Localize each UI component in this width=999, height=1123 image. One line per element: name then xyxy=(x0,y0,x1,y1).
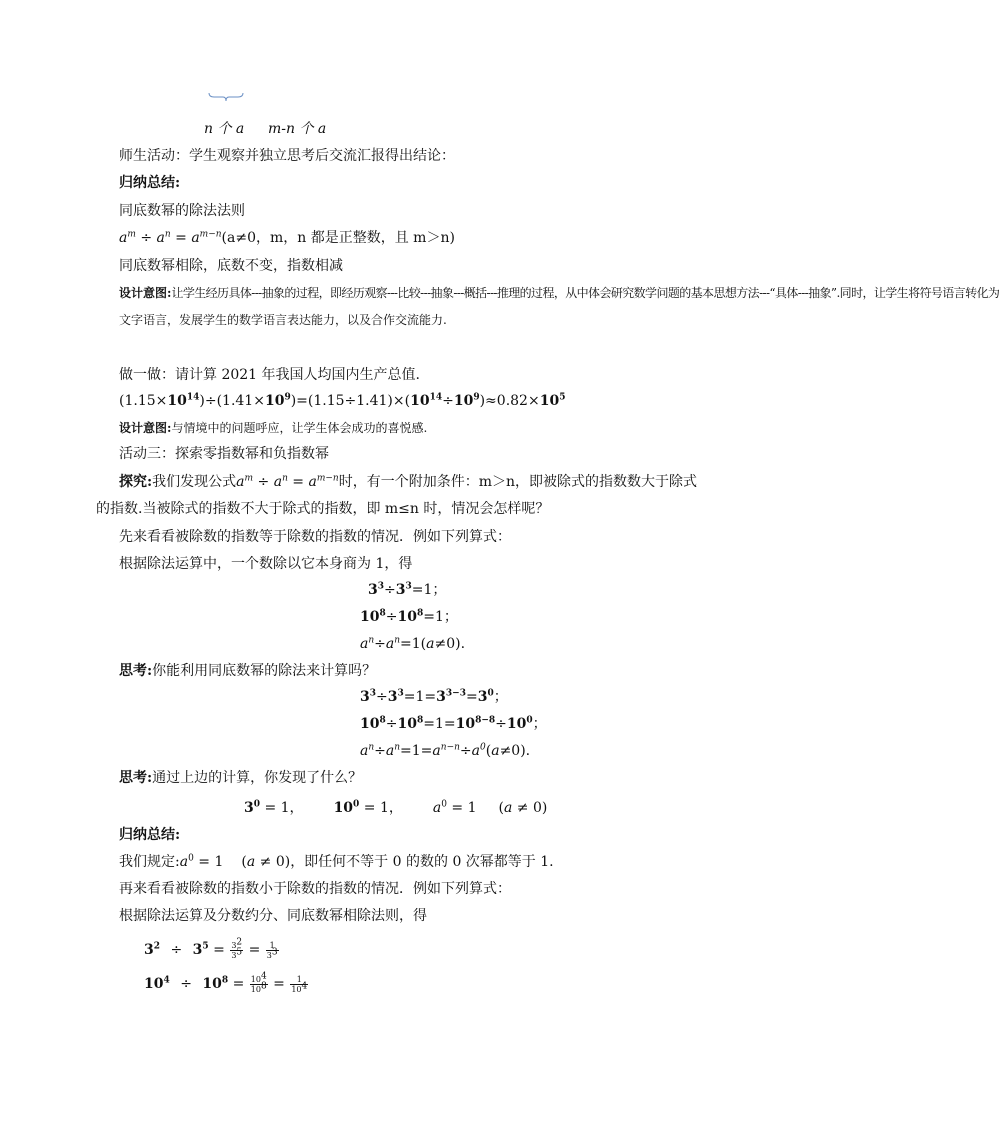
design-intent-2 xyxy=(119,418,427,438)
eq-10-exp: $10^8\div 10^8=1=10^{8-8}\div 10^0$； xyxy=(360,715,547,732)
zero-exp-results: $3^0 = 1$， $10^0 = 1$， $a^0 = 1$ (a ≠ 0) xyxy=(244,799,548,816)
think-label-1: 思考: xyxy=(119,663,153,679)
design-intent-line-1: 让学生经历具体---抽象的过程，即经历观察---比较---抽象---概括---推理的过程，从中体会研究数学问题的基本思想方法---“具体---抽象”.同时，让学生将符号语言转化为 xyxy=(171,286,999,300)
think-1-text: 你能利用同底数幂的除法来计算吗？ xyxy=(152,663,377,679)
rule-formula: $a^m \div a^n = a^{m-n}(a\ne 0$，m，n 都是正整数，且 m＞n) xyxy=(119,229,455,246)
eq-neg-10: $10^4 \div 10^8$ = $\frac{10^4}{10^8}$ = $\frac{1}{10^4}$ xyxy=(144,970,308,994)
rule-title: 同底数幂的除法法则 xyxy=(119,203,245,219)
explore-label: 探究: xyxy=(119,474,153,490)
underbrace-icon xyxy=(208,92,244,102)
by-division-text: 根据除法运算中，一个数除以它本身商为 1，得 xyxy=(119,556,413,572)
try-calculation: $(1.15\times 10^{14})\div(1.41\times 10^9)=(1.15\div 1.41)\times(10^{14}\div 10^9)\approx 0.82\times 10^5$ xyxy=(119,392,566,409)
explore-line-1: 探究:我们发现公式$a^m \div a^n = a^{m-n}$时，有一个附加条件：m＞n，即被除式的指数数大于除式 xyxy=(119,473,698,490)
rule-text: 同底数幂相除，底数不变，指数相减 xyxy=(119,258,343,274)
eq-3-exp: $3^3\div 3^3=1=3^{3-3}=3^0$； xyxy=(360,688,508,705)
explore-line-2: 的指数.当被除式的指数不大于除式的指数，即 m≤n 时，情况会怎样呢？ xyxy=(96,501,550,517)
brace-label-right: m-n 个 a xyxy=(268,121,327,137)
zero-exp-rule: 我们规定$:a^0 = 1$ (a ≠ 0)，即任何不等于 0 的数的 0 次幂都等于 1. xyxy=(119,853,554,870)
summary-heading-2: 归纳总结: xyxy=(119,827,181,843)
eq-3-div-3: $3^3\div 3^3=1$； xyxy=(368,581,447,598)
design-intent-2-text: 与情境中的问题呼应，让学生体会成功的喜悦感. xyxy=(171,421,428,435)
design-intent-label-1: 设计意图: xyxy=(119,286,172,300)
design-intent-label-2: 设计意图: xyxy=(119,421,172,435)
rule-suffix: ，即任何不等于 0 的数的 0 次幂都等于 1. xyxy=(290,854,554,870)
eq-a-div-a: $a^n\div a^n=1(a\ne 0)$. xyxy=(360,635,466,652)
think-label-2: 思考: xyxy=(119,770,153,786)
eq-neg-3: $3^2 \div 3^5$ = $\frac{3^2}{3^5}$ = $\frac{1}{3^3}$ xyxy=(144,936,278,960)
think-2-text: 通过上边的计算，你发现了什么？ xyxy=(152,770,363,786)
rule-prefix: 我们规定: xyxy=(119,854,180,870)
summary-heading-1: 归纳总结: xyxy=(119,175,181,191)
brace-label-left: n 个 a xyxy=(204,121,245,137)
think-2 xyxy=(119,768,362,788)
try-text: 做一做：请计算 2021 年我国人均国内生产总值. xyxy=(119,367,420,383)
teacher-activity-text: 师生活动：学生观察并独立思考后交流汇报得出结论： xyxy=(119,148,455,164)
eq-a-exp: $a^n\div a^n=1=a^{n-n}\div a^0(a\ne 0)$. xyxy=(360,742,531,759)
eq-10-div-10: $10^8\div 10^8=1$； xyxy=(360,608,458,625)
design-intent-line-2: 文字语言，发展学生的数学语言表达能力，以及合作交流能力. xyxy=(119,313,447,327)
think-1 xyxy=(119,661,376,681)
by-rule-text: 根据除法运算及分数约分、同底数幂相除法则，得 xyxy=(119,908,427,924)
explore-line-1a: 我们发现公式 xyxy=(152,474,237,490)
rule-formula-condition: (a≠0，m，n 都是正整数，且 m＞n) xyxy=(221,230,455,246)
first-look-text: 先来看看被除数的指数等于除数的指数的情况．例如下列算式： xyxy=(119,529,511,545)
second-look-text: 再来看看被除数的指数小于除数的指数的情况．例如下列算式： xyxy=(119,881,511,897)
design-intent-1 xyxy=(119,283,999,303)
explore-line-1b: 时，有一个附加条件：m＞n，即被除式的指数数大于除式 xyxy=(338,474,698,490)
activity3-heading: 活动三：探索零指数幂和负指数幂 xyxy=(119,446,329,462)
